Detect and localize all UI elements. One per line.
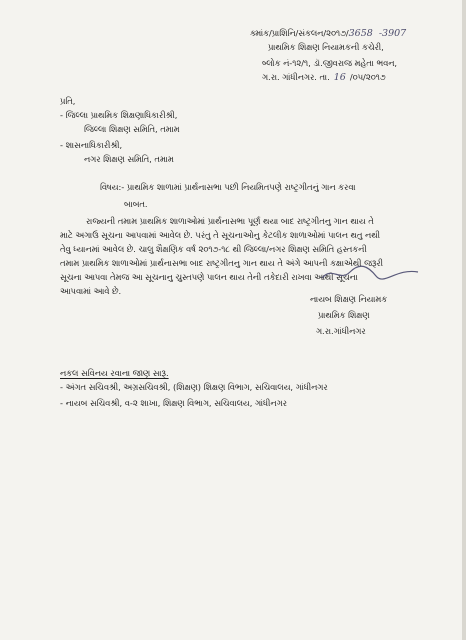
date-day-handwritten: 16 — [333, 72, 346, 83]
body-line-5: સૂચના આપવા તેમજ આ સૂચનાનુ ચુસ્તપણે પાલન થાય તેની તકેદારી રાખવા આથી સૂચના — [60, 272, 358, 282]
date-prefix: ગ.રા. ગાંધીનગર. તા. — [262, 72, 330, 82]
subject-line-2: બાબત. — [124, 199, 148, 209]
recipient-heading: પ્રતિ, — [60, 96, 76, 106]
page-edge — [462, 0, 466, 640]
office-address: બ્લોક નં-૧૨/૧, ડૉ.જીવરાજ મહેતા ભવન, — [262, 58, 398, 68]
signatory-title: નાયબ શિક્ષણ નિયામક — [310, 294, 388, 304]
body-line-3: તેવુ ધ્યાનમાં આવેલ છે. ચાલુ શૈક્ષણિક વર્ષ ૨૦૧૭-૧૮ થી જિલ્લા/નગર શિક્ષણ સમિતિ હસ્તકની — [60, 244, 367, 254]
reference-prefix: ક્માંક/પ્રાશિનિ/સંકલન/૨૦૧૭/ — [250, 28, 349, 38]
body-line-4: તમામ પ્રાથમિક શાળાઓમાં પ્રાર્થનાસભા બાદ રાષ્ટ્રગીતનુ ગાન થાય તે અંગે આપની કક્ષાએથી જરૂરી — [60, 258, 384, 268]
copy-heading: નકલ સવિનય રવાના જાણ સારૂ. — [60, 368, 169, 378]
recipient-2: - શાસનાધિકારીશ્રી, — [60, 140, 123, 150]
letter-date — [262, 72, 386, 83]
reference-number — [250, 28, 406, 39]
recipient-1: - જિલ્લા પ્રાથમિક શિક્ષણાધિકારીશ્રી, — [60, 110, 178, 120]
date-rest: /૦૫/૨૦૧૭ — [349, 72, 386, 82]
office-name: પ્રાથમિક શિક્ષણ નિયામકની કચેરી, — [268, 42, 384, 52]
recipient-1-line-2: જિલ્લા શિક્ષણ સમિતિ, તમામ — [84, 124, 180, 134]
signatory-place: ગ.રા.ગાંધીનગર — [316, 326, 366, 336]
copy-recipient-2: - નાયબ સચિવશ્રી, વ-૨ શાખા, શિક્ષણ વિભાગ, સચિવાલય, ગાંધીનગર — [60, 398, 287, 408]
recipient-2-line-2: નગર શિક્ષણ સમિતિ, તમામ — [84, 154, 174, 164]
body-line-1: રાજ્યની તમામ પ્રાથમિક શાળાઓમાં પ્રાર્થનાસભા પૂર્ણ થયા બાદ રાષ્ટ્રગીતનુ ગાન થાય તે — [86, 216, 374, 226]
copy-recipient-1: - અંગત સચિવશ્રી, અગ્રસચિવશ્રી, (શિક્ષણ) શિક્ષણ વિભાગ, સચિવાલય, ગાંધીનગર — [60, 382, 328, 392]
signatory-department: પ્રાથમિક શિક્ષણ — [318, 310, 370, 320]
signature-mark — [318, 262, 423, 284]
body-line-6: આપવામાં આવે છે. — [60, 286, 122, 296]
body-line-2: માટે અગાઉ સૂચના આપવામાં આવેલ છે. પરંતુ તે સૂચનાઓનુ કેટલીક શાળાઓમાં પાલન થતુ નથી — [60, 230, 380, 240]
reference-number-handwritten-2: -3907 — [378, 28, 407, 39]
reference-number-handwritten: 3658 — [348, 28, 373, 39]
subject-line-1: વિષય:- પ્રાથમિક શાળામાં પ્રાર્થનાસભા પછી નિયમિતપણે રાષ્ટ્રગીતનું ગાન કરવા — [100, 182, 356, 192]
